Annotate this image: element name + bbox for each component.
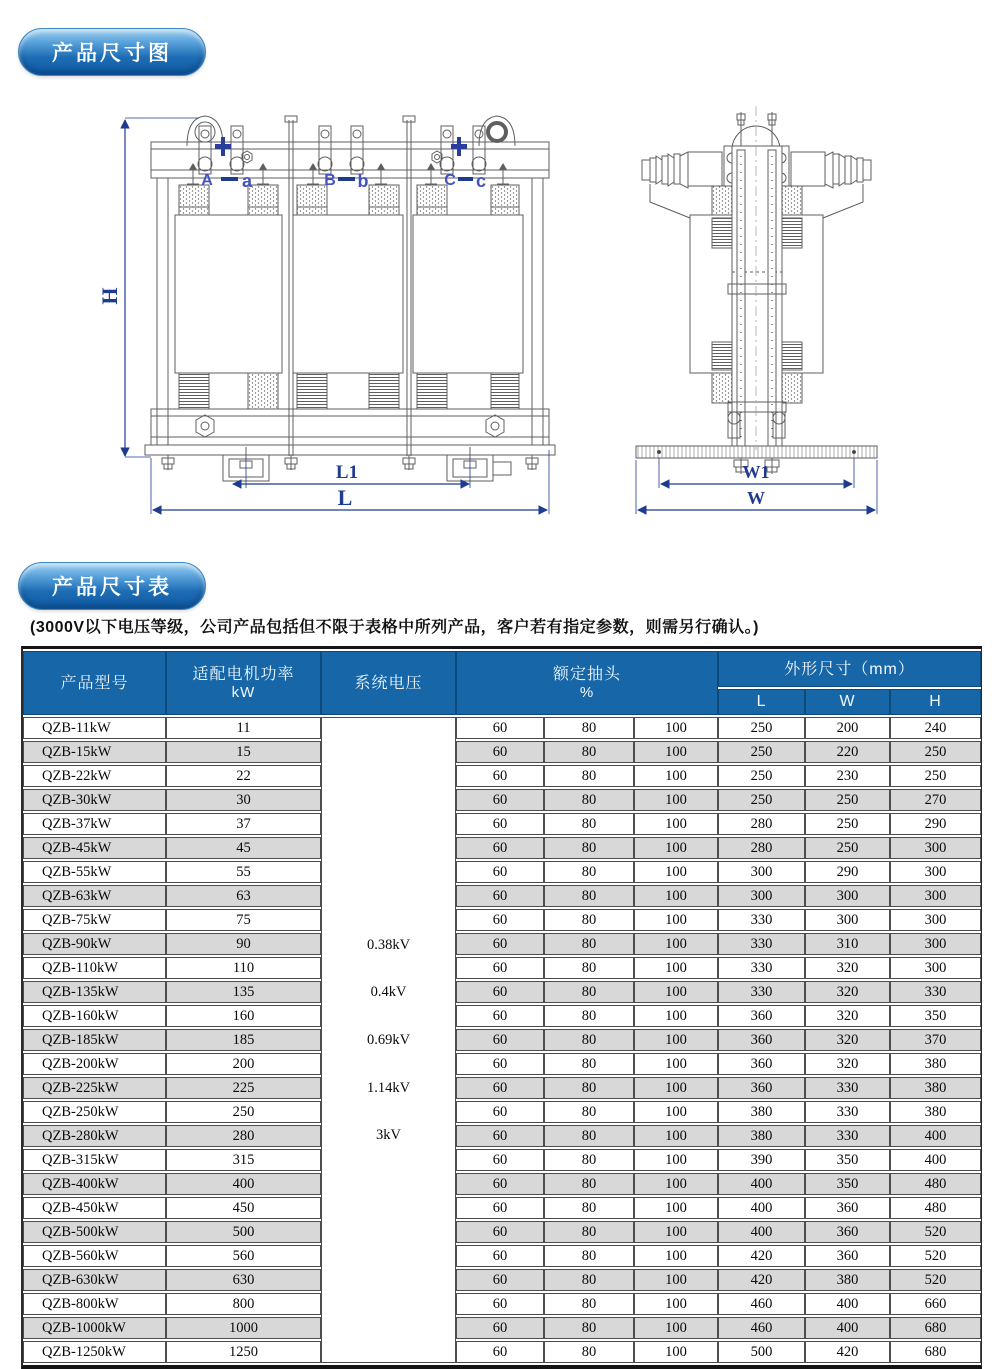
tap-80-cell: 80: [544, 1293, 634, 1315]
table-row: [23, 1221, 981, 1243]
tap-80-cell: 80: [544, 1053, 634, 1075]
tap-80-cell: 80: [544, 1221, 634, 1243]
dim-w-cell: 330: [805, 1077, 890, 1099]
power-cell: 1250: [166, 1341, 321, 1363]
voltage-label: 0.4kV: [370, 984, 407, 1001]
model-cell: QZB-450kW: [23, 1197, 166, 1219]
tap-100-cell: 100: [634, 1005, 718, 1027]
table-row: [23, 1101, 981, 1123]
tap-60-cell: 60: [456, 813, 544, 835]
table-row: [23, 789, 981, 811]
tap-80-cell: 80: [544, 1341, 634, 1363]
tap-100-cell: 100: [634, 717, 718, 739]
dim-l-cell: 250: [718, 765, 805, 787]
tap-60-cell: 60: [456, 1077, 544, 1099]
tap-80-cell: 80: [544, 861, 634, 883]
phase-label-a: a: [241, 171, 253, 191]
tap-60-cell: 60: [456, 1125, 544, 1147]
dim-h-cell: 300: [890, 861, 981, 883]
dim-w-cell: 400: [805, 1293, 890, 1315]
tap-100-cell: 100: [634, 1101, 718, 1123]
dim-l-cell: 380: [718, 1101, 805, 1123]
voltage-label: 1.14kV: [366, 1079, 411, 1096]
tap-100-cell: 100: [634, 861, 718, 883]
tap-60-cell: 60: [456, 1317, 544, 1339]
tap-80-cell: 80: [544, 933, 634, 955]
dim-h-cell: 300: [890, 837, 981, 859]
dim-h-cell: 250: [890, 765, 981, 787]
system-voltage-cell: [321, 717, 456, 1363]
dim-w-cell: 250: [805, 813, 890, 835]
dim-w-cell: 330: [805, 1125, 890, 1147]
dim-l-cell: 380: [718, 1125, 805, 1147]
dim-l-cell: 300: [718, 885, 805, 907]
table-row: [23, 1293, 981, 1315]
dim-h-cell: 380: [890, 1077, 981, 1099]
model-cell: QZB-1250kW: [23, 1341, 166, 1363]
dim-l-cell: 280: [718, 837, 805, 859]
power-cell: 185: [166, 1029, 321, 1051]
power-cell: 250: [166, 1101, 321, 1123]
table-row: [23, 981, 981, 1003]
table-row: [23, 717, 981, 739]
badge-label: 产品尺寸图: [52, 42, 172, 65]
model-cell: QZB-75kW: [23, 909, 166, 931]
tap-80-cell: 80: [544, 957, 634, 979]
tap-80-cell: 80: [544, 789, 634, 811]
power-cell: 200: [166, 1053, 321, 1075]
tap-60-cell: 60: [456, 885, 544, 907]
tap-100-cell: 100: [634, 1221, 718, 1243]
tap-100-cell: 100: [634, 933, 718, 955]
tap-60-cell: 60: [456, 933, 544, 955]
dim-l-cell: 280: [718, 813, 805, 835]
dim-l-cell: 460: [718, 1293, 805, 1315]
tap-80-cell: 80: [544, 765, 634, 787]
tap-60-cell: 60: [456, 1005, 544, 1027]
dim-label-W1: W1: [742, 462, 770, 482]
dim-w-cell: 380: [805, 1269, 890, 1291]
table-row: [23, 1029, 981, 1051]
tap-80-cell: 80: [544, 981, 634, 1003]
badge-label: 产品尺寸表: [52, 576, 172, 599]
table-row: [23, 837, 981, 859]
tap-80-cell: 80: [544, 717, 634, 739]
model-cell: QZB-11kW: [23, 717, 166, 739]
table-row: [23, 861, 981, 883]
tap-100-cell: 100: [634, 1173, 718, 1195]
power-cell: 75: [166, 909, 321, 931]
dim-l-cell: 390: [718, 1149, 805, 1171]
header-outline-dims: 外形尺寸（mm）: [718, 651, 981, 687]
dim-l-cell: 330: [718, 957, 805, 979]
tap-60-cell: 60: [456, 1293, 544, 1315]
dim-h-cell: 400: [890, 1125, 981, 1147]
model-cell: QZB-37kW: [23, 813, 166, 835]
power-cell: 500: [166, 1221, 321, 1243]
dim-l-cell: 400: [718, 1173, 805, 1195]
dim-l-cell: 460: [718, 1317, 805, 1339]
table-note: (3000V以下电压等级，公司产品包括但不限于表格中所列产品，客户若有指定参数，则需另行确认。): [30, 619, 759, 636]
tap-80-cell: 80: [544, 1101, 634, 1123]
tap-100-cell: 100: [634, 1053, 718, 1075]
dim-h-cell: 380: [890, 1101, 981, 1123]
table-row: [23, 1269, 981, 1291]
dim-w-cell: 320: [805, 1029, 890, 1051]
dim-l-cell: 330: [718, 909, 805, 931]
dim-h-cell: 680: [890, 1317, 981, 1339]
dim-w-cell: 300: [805, 885, 890, 907]
power-cell: 225: [166, 1077, 321, 1099]
model-cell: QZB-22kW: [23, 765, 166, 787]
tap-100-cell: 100: [634, 1197, 718, 1219]
power-cell: 800: [166, 1293, 321, 1315]
tap-60-cell: 60: [456, 1149, 544, 1171]
tap-60-cell: 60: [456, 909, 544, 931]
table-row: [23, 1197, 981, 1219]
header-dim-l: L: [718, 689, 805, 715]
tap-80-cell: 80: [544, 1317, 634, 1339]
table-row: [23, 957, 981, 979]
dim-w-cell: 360: [805, 1221, 890, 1243]
tap-100-cell: 100: [634, 1149, 718, 1171]
front-view-drawing: [95, 106, 575, 524]
model-cell: QZB-160kW: [23, 1005, 166, 1027]
header-dim-w: W: [805, 689, 890, 715]
voltage-label: 0.38kV: [366, 936, 411, 953]
phase-label-B: B: [324, 172, 336, 189]
dim-l-cell: 250: [718, 789, 805, 811]
table-row: [23, 1053, 981, 1075]
table-row: [23, 741, 981, 763]
model-cell: QZB-315kW: [23, 1149, 166, 1171]
model-cell: QZB-185kW: [23, 1029, 166, 1051]
dim-w-cell: 320: [805, 1053, 890, 1075]
power-cell: 560: [166, 1245, 321, 1267]
tap-100-cell: 100: [634, 1293, 718, 1315]
dim-l-cell: 420: [718, 1245, 805, 1267]
dim-h-cell: 370: [890, 1029, 981, 1051]
model-cell: QZB-63kW: [23, 885, 166, 907]
model-cell: QZB-30kW: [23, 789, 166, 811]
tap-80-cell: 80: [544, 813, 634, 835]
header-rated-taps: 额定抽头 %: [456, 651, 718, 715]
dim-h-cell: 350: [890, 1005, 981, 1027]
dim-h-cell: 300: [890, 885, 981, 907]
tap-100-cell: 100: [634, 885, 718, 907]
dim-w-cell: 360: [805, 1197, 890, 1219]
dim-l-cell: 250: [718, 741, 805, 763]
power-cell: 315: [166, 1149, 321, 1171]
dim-w-cell: 400: [805, 1317, 890, 1339]
side-view-drawing: [628, 106, 888, 524]
tap-60-cell: 60: [456, 717, 544, 739]
tap-100-cell: 100: [634, 909, 718, 931]
tap-60-cell: 60: [456, 789, 544, 811]
dim-w-cell: 420: [805, 1341, 890, 1363]
dim-l-cell: 400: [718, 1197, 805, 1219]
power-cell: 45: [166, 837, 321, 859]
dim-label-L: L: [337, 485, 353, 510]
tap-100-cell: 100: [634, 837, 718, 859]
header-system-voltage: 系统电压: [321, 651, 456, 715]
tap-80-cell: 80: [544, 1245, 634, 1267]
table-row: [23, 1245, 981, 1267]
dim-w-cell: 320: [805, 981, 890, 1003]
model-cell: QZB-250kW: [23, 1101, 166, 1123]
dim-w-cell: 290: [805, 861, 890, 883]
power-cell: 30: [166, 789, 321, 811]
tap-80-cell: 80: [544, 909, 634, 931]
tap-80-cell: 80: [544, 741, 634, 763]
dim-l-cell: 420: [718, 1269, 805, 1291]
dim-w-cell: 250: [805, 789, 890, 811]
dim-h-cell: 330: [890, 981, 981, 1003]
tap-60-cell: 60: [456, 1245, 544, 1267]
spec-table-body: [23, 717, 981, 1363]
model-cell: QZB-45kW: [23, 837, 166, 859]
phase-label-b: b: [357, 171, 369, 191]
tap-80-cell: 80: [544, 1125, 634, 1147]
power-cell: 630: [166, 1269, 321, 1291]
tap-60-cell: 60: [456, 981, 544, 1003]
model-cell: QZB-800kW: [23, 1293, 166, 1315]
model-cell: QZB-280kW: [23, 1125, 166, 1147]
tap-60-cell: 60: [456, 1053, 544, 1075]
tap-100-cell: 100: [634, 1245, 718, 1267]
dim-label-W: W: [747, 488, 765, 508]
dim-w-cell: 250: [805, 837, 890, 859]
model-cell: QZB-90kW: [23, 933, 166, 955]
section-badge-dimension-table: [18, 562, 206, 610]
dim-h-cell: 520: [890, 1269, 981, 1291]
spec-table-wrap: [21, 646, 982, 1369]
tap-100-cell: 100: [634, 765, 718, 787]
header-motor-power: 适配电机功率 kW: [166, 651, 321, 715]
dim-w-cell: 360: [805, 1245, 890, 1267]
table-row: [23, 1173, 981, 1195]
table-row: [23, 1125, 981, 1147]
dim-h-cell: 480: [890, 1197, 981, 1219]
model-cell: QZB-135kW: [23, 981, 166, 1003]
tap-60-cell: 60: [456, 1341, 544, 1363]
power-cell: 37: [166, 813, 321, 835]
tap-80-cell: 80: [544, 1029, 634, 1051]
tap-60-cell: 60: [456, 1029, 544, 1051]
dim-l-cell: 400: [718, 1221, 805, 1243]
tap-80-cell: 80: [544, 1173, 634, 1195]
power-cell: 135: [166, 981, 321, 1003]
tap-100-cell: 100: [634, 741, 718, 763]
table-row: [23, 1317, 981, 1339]
tap-100-cell: 100: [634, 1077, 718, 1099]
tap-60-cell: 60: [456, 741, 544, 763]
dim-h-cell: 520: [890, 1245, 981, 1267]
phase-label-C: C: [444, 172, 456, 189]
power-cell: 55: [166, 861, 321, 883]
dim-h-cell: 300: [890, 909, 981, 931]
dim-label-H: H: [97, 287, 122, 305]
dim-h-cell: 480: [890, 1173, 981, 1195]
model-cell: QZB-15kW: [23, 741, 166, 763]
power-cell: 280: [166, 1125, 321, 1147]
tap-100-cell: 100: [634, 1125, 718, 1147]
model-cell: QZB-500kW: [23, 1221, 166, 1243]
power-cell: 1000: [166, 1317, 321, 1339]
model-cell: QZB-225kW: [23, 1077, 166, 1099]
table-row: [23, 765, 981, 787]
tap-80-cell: 80: [544, 1005, 634, 1027]
dim-w-cell: 300: [805, 909, 890, 931]
header-dim-h: H: [890, 689, 981, 715]
dim-l-cell: 250: [718, 717, 805, 739]
table-row: [23, 813, 981, 835]
spec-table: [23, 649, 981, 1365]
dim-l-cell: 500: [718, 1341, 805, 1363]
tap-60-cell: 60: [456, 861, 544, 883]
dim-l-cell: 330: [718, 933, 805, 955]
tap-60-cell: 60: [456, 837, 544, 859]
power-cell: 450: [166, 1197, 321, 1219]
model-cell: QZB-630kW: [23, 1269, 166, 1291]
power-cell: 110: [166, 957, 321, 979]
dim-w-cell: 350: [805, 1149, 890, 1171]
power-cell: 400: [166, 1173, 321, 1195]
power-cell: 15: [166, 741, 321, 763]
model-cell: QZB-200kW: [23, 1053, 166, 1075]
dim-l-cell: 360: [718, 1029, 805, 1051]
dim-label-L1: L1: [335, 462, 359, 483]
dim-h-cell: 520: [890, 1221, 981, 1243]
dim-l-cell: 360: [718, 1005, 805, 1027]
power-cell: 90: [166, 933, 321, 955]
tap-80-cell: 80: [544, 1197, 634, 1219]
tap-60-cell: 60: [456, 765, 544, 787]
tap-100-cell: 100: [634, 789, 718, 811]
table-row: [23, 933, 981, 955]
voltage-label: 3kV: [376, 1127, 401, 1144]
dim-h-cell: 400: [890, 1149, 981, 1171]
tap-100-cell: 100: [634, 813, 718, 835]
dim-l-cell: 300: [718, 861, 805, 883]
tap-80-cell: 80: [544, 837, 634, 859]
tap-100-cell: 100: [634, 1341, 718, 1363]
dim-w-cell: 230: [805, 765, 890, 787]
dim-w-cell: 350: [805, 1173, 890, 1195]
tap-80-cell: 80: [544, 885, 634, 907]
tap-80-cell: 80: [544, 1149, 634, 1171]
voltage-label: 0.69kV: [366, 1032, 411, 1048]
dim-l-cell: 360: [718, 1077, 805, 1099]
table-row: [23, 885, 981, 907]
tap-60-cell: 60: [456, 1269, 544, 1291]
dim-w-cell: 320: [805, 1005, 890, 1027]
power-cell: 63: [166, 885, 321, 907]
dim-w-cell: 330: [805, 1101, 890, 1123]
tap-80-cell: 80: [544, 1269, 634, 1291]
model-cell: QZB-55kW: [23, 861, 166, 883]
phase-label-A: A: [201, 172, 213, 189]
tap-60-cell: 60: [456, 1197, 544, 1219]
table-row: [23, 1149, 981, 1171]
model-cell: QZB-1000kW: [23, 1317, 166, 1339]
dim-h-cell: 660: [890, 1293, 981, 1315]
dim-l-cell: 360: [718, 1053, 805, 1075]
model-cell: QZB-560kW: [23, 1245, 166, 1267]
tap-100-cell: 100: [634, 1269, 718, 1291]
header-model: 产品型号: [23, 651, 166, 715]
dim-w-cell: 200: [805, 717, 890, 739]
tap-60-cell: 60: [456, 1101, 544, 1123]
table-row: [23, 1005, 981, 1027]
dim-h-cell: 680: [890, 1341, 981, 1363]
tap-100-cell: 100: [634, 981, 718, 1003]
model-cell: QZB-400kW: [23, 1173, 166, 1195]
dim-w-cell: 220: [805, 741, 890, 763]
tap-100-cell: 100: [634, 957, 718, 979]
power-cell: 160: [166, 1005, 321, 1027]
tap-80-cell: 80: [544, 1077, 634, 1099]
tap-60-cell: 60: [456, 1173, 544, 1195]
power-cell: 22: [166, 765, 321, 787]
dim-h-cell: 380: [890, 1053, 981, 1075]
tap-100-cell: 100: [634, 1029, 718, 1051]
dim-w-cell: 320: [805, 957, 890, 979]
dim-h-cell: 250: [890, 741, 981, 763]
table-row: [23, 1077, 981, 1099]
model-cell: QZB-110kW: [23, 957, 166, 979]
dim-h-cell: 240: [890, 717, 981, 739]
tap-100-cell: 100: [634, 1317, 718, 1339]
phase-label-c: c: [475, 171, 487, 191]
table-row: [23, 1341, 981, 1363]
table-row: [23, 909, 981, 931]
dim-l-cell: 330: [718, 981, 805, 1003]
dim-w-cell: 310: [805, 933, 890, 955]
dim-h-cell: 270: [890, 789, 981, 811]
dim-h-cell: 290: [890, 813, 981, 835]
tap-60-cell: 60: [456, 1221, 544, 1243]
dim-h-cell: 300: [890, 933, 981, 955]
dim-h-cell: 300: [890, 957, 981, 979]
power-cell: 11: [166, 717, 321, 739]
dimension-drawings: [0, 0, 1000, 555]
tap-60-cell: 60: [456, 957, 544, 979]
